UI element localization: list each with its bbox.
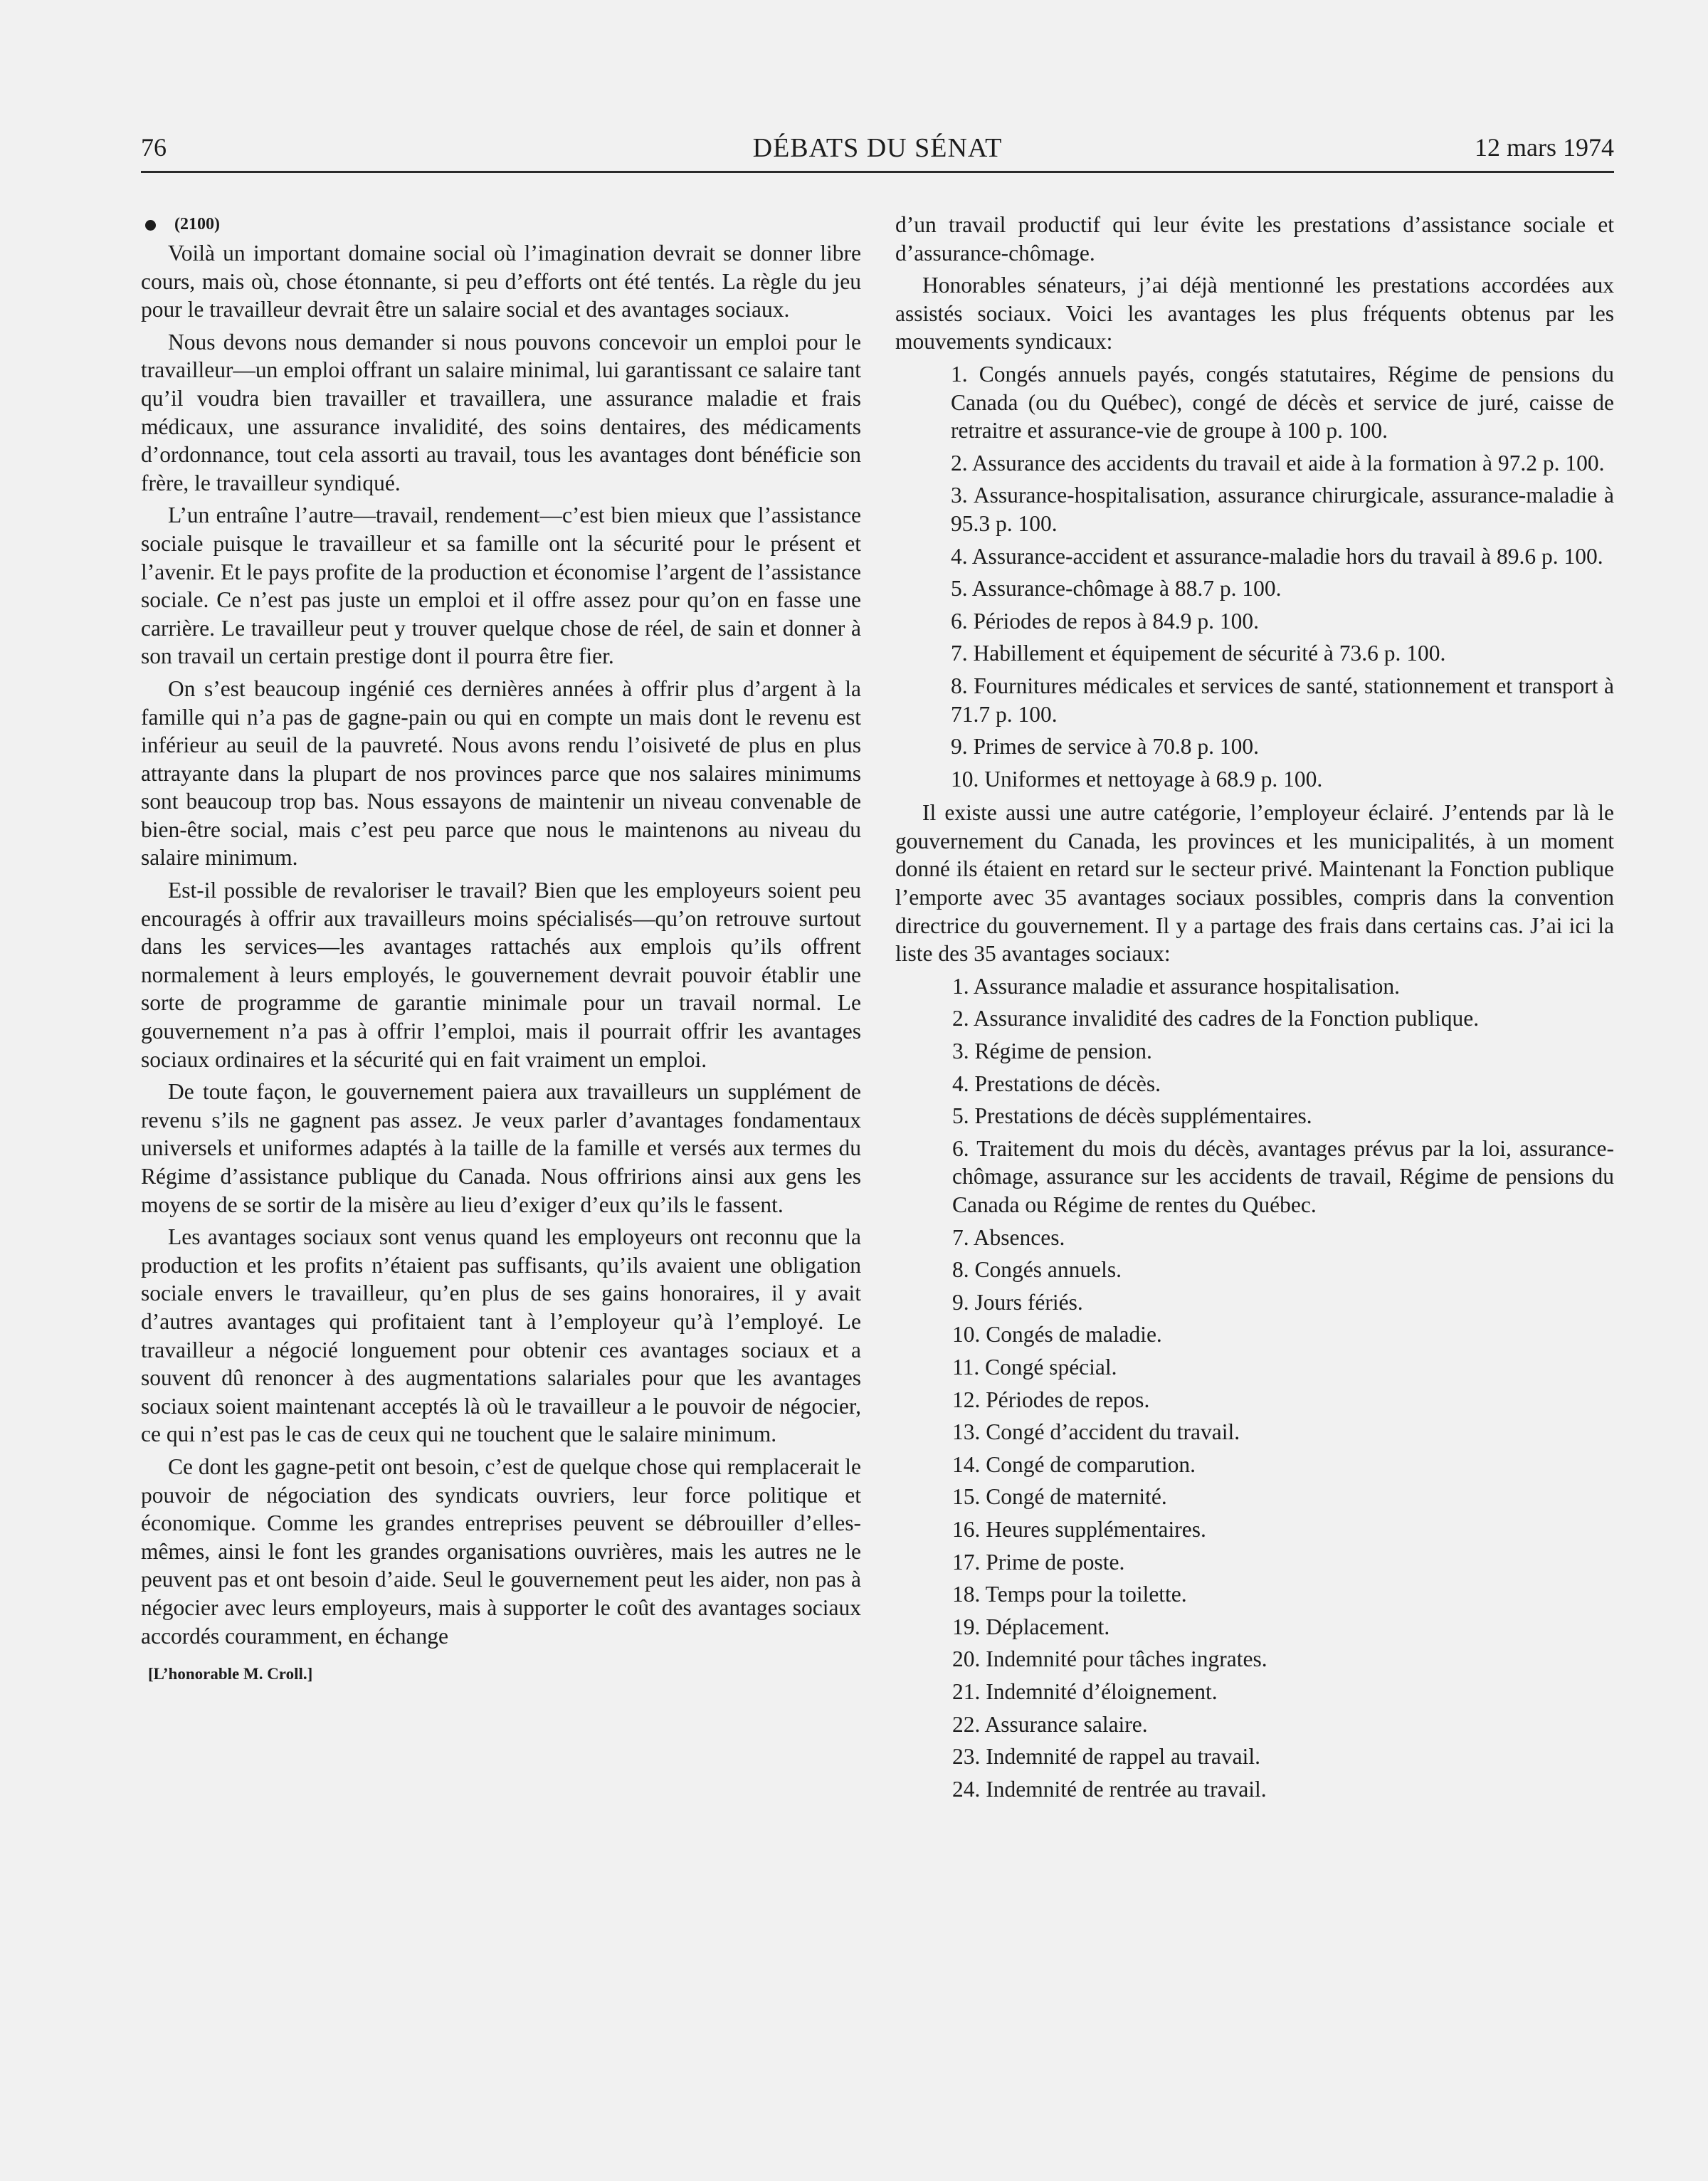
list-item: 10. Congés de maladie. — [952, 1322, 1162, 1347]
list-item: 1. Assurance maladie et assurance hospitalisation. — [952, 973, 1400, 999]
list-item: 12. Périodes de repos. — [952, 1387, 1150, 1412]
list-item: 1. Congés annuels payés, congés statutaires, Régime de pensions du Canada (ou du Québec), congé de décès et service de juré, caisse de retraitre et assurance-vie de groupe à 100 p. 100. — [951, 361, 1614, 443]
union-benefits-list — [895, 360, 1614, 793]
list-item: 2. Assurance des accidents du travail et aide à la formation à 97.2 p. 100. — [951, 450, 1605, 475]
time-marker-label: (2100) — [174, 215, 220, 234]
paragraph: Ce dont les gagne-petit ont besoin, c’est de quelque chose qui remplacerait le pouvoir de négociation des syndicats ouvriers, leur force politique et économique. Comme les grandes entreprises peuvent se débrouiller d’elles-mêmes, ainsi le font les grandes organisations ouvrières, mais les autres ne le peuvent pas et ont besoin d’aide. Seul le gouvernement peut les aider, non pas à négocier avec leurs employeurs, mais à supporter le coût des avantages sociaux accordés couramment, en échange — [141, 1454, 861, 1649]
list-item: 17. Prime de poste. — [952, 1549, 1125, 1575]
list-item: 5. Prestations de décès supplémentaires. — [952, 1103, 1312, 1129]
list-item: 11. Congé spécial. — [952, 1354, 1117, 1379]
list-item: 9. Primes de service à 70.8 p. 100. — [951, 734, 1260, 760]
list-item: 20. Indemnité pour tâches ingrates. — [952, 1646, 1267, 1672]
list-item: 10. Uniformes et nettoyage à 68.9 p. 100. — [951, 766, 1323, 792]
speaker-note: [L’honorable M. Croll.] — [148, 1665, 313, 1683]
list-item: 13. Congé d’accident du travail. — [952, 1419, 1240, 1445]
list-item: 7. Absences. — [952, 1224, 1065, 1250]
list-item: 21. Indemnité d’éloignement. — [952, 1678, 1218, 1704]
list-item: 9. Jours fériés. — [952, 1289, 1083, 1315]
list-item: 8. Congés annuels. — [952, 1257, 1122, 1283]
list-item: 4. Assurance-accident et assurance-maladie hors du travail à 89.6 p. 100. — [951, 543, 1603, 569]
right-column — [895, 211, 1614, 1809]
list-item: 6. Périodes de repos à 84.9 p. 100. — [951, 608, 1260, 634]
page-number: 76 — [141, 133, 167, 162]
list-item: 6. Traitement du mois du décès, avantages prévus par la loi, assurance-chômage, assurance sur les accidents de travail, Régime de pensions du Canada ou Régime de rentes du Québec. — [952, 1135, 1614, 1217]
issue-date: 12 mars 1974 — [1475, 133, 1614, 162]
list-item: 5. Assurance-chômage à 88.7 p. 100. — [951, 576, 1282, 601]
list-item: 3. Régime de pension. — [952, 1039, 1152, 1064]
left-column — [141, 211, 861, 1688]
list-item: 4. Prestations de décès. — [952, 1071, 1161, 1096]
paragraph: Voilà un important domaine social où l’imagination devrait se donner libre cours, mais où, chose étonnante, si peu d’efforts ont été tentés. La règle du jeu pour le travailleur devrait être un salaire social et des avantages sociaux. — [141, 241, 861, 322]
paragraph: Est-il possible de revaloriser le travail? Bien que les employeurs soient peu encouragés à offrir aux travailleurs moins spécialisés—qu’on retrouve surtout dans les services—les avantages rattachés aux emplois qu’ils offrent normalement à leurs employés, le gouvernement devrait pouvoir établir une sorte de programme de garantie minimale pour un travail normal. Le gouvernement n’a pas à offrir l’emploi, mais il pourrait offrir les avantages sociaux ordinaires et la sécurité qui en fait vraiment un emploi. — [141, 878, 861, 1072]
paragraph: Honorables sénateurs, j’ai déjà mentionné les prestations accordées aux assistés sociaux. Voici les avantages les plus fréquents obtenus par les mouvements syndicaux: — [895, 273, 1614, 354]
paragraph-continuation: d’un travail productif qui leur évite les prestations d’assistance sociale et d’assurance-chômage. — [895, 212, 1614, 266]
page-header — [141, 131, 1614, 173]
list-item: 8. Fournitures médicales et services de santé, stationnement et transport à 71.7 p. 100. — [951, 673, 1614, 727]
paragraph: Les avantages sociaux sont venus quand les employeurs ont reconnu que la production et les profits n’étaient pas suffisants, qu’ils avaient une obligation sociale envers le travailleur, qu’en plus de ses gains honoraires, il y avait d’autres avantages qui profitaient tant à l’employeur qu’à l’employé. Le travailleur a négocié longuement pour obtenir ces avantages sociaux et a souvent dû renoncer à des augmentations salariales pour que les avantages sociaux soient maintenant acceptés là où le travailleur a le pouvoir de négocier, ce qui n’est pas le cas de ceux qui ne touchent que le salaire minimum. — [141, 1224, 861, 1447]
list-item: 7. Habillement et équipement de sécurité à 73.6 p. 100. — [951, 641, 1446, 666]
list-item: 2. Assurance invalidité des cadres de la Fonction publique. — [952, 1006, 1480, 1031]
paragraph: Il existe aussi une autre catégorie, l’employeur éclairé. J’entends par là le gouvernement du Canada, les provinces et les municipalités, à un moment donné ils étaient en retard sur le secteur privé. Maintenant la Fonction publique l’emporte avec 35 avantages sociaux possibles, compris dans la convention directrice du gouvernement. Il y a partage des frais dans certains cas. J’ai ici la liste des 35 avantages sociaux: — [895, 800, 1614, 967]
list-item: 23. Indemnité de rappel au travail. — [952, 1744, 1260, 1770]
list-item: 22. Assurance salaire. — [952, 1711, 1148, 1737]
list-item: 14. Congé de comparution. — [952, 1451, 1196, 1477]
list-item: 19. Déplacement. — [952, 1614, 1110, 1639]
list-item: 15. Congé de maternité. — [952, 1484, 1167, 1510]
paragraph: On s’est beaucoup ingénié ces dernières années à offrir plus d’argent à la famille qui n’a pas de gagne-pain ou qui en compte un mais dont le revenu est inférieur au seuil de la pauvreté. Nous avons rendu l’oisiveté de plus en plus attrayante dans la plupart de nos provinces parce que nos salaires minimums sont beaucoup trop bas. Nous essayons de maintenir un niveau convenable de bien-être social, mais c’est peu parce que nous le maintenons au niveau du salaire minimum. — [141, 676, 861, 871]
list-item: 16. Heures supplémentaires. — [952, 1516, 1206, 1542]
list-item: 24. Indemnité de rentrée au travail. — [952, 1776, 1267, 1802]
paragraph: L’un entraîne l’autre—travail, rendement—c’est bien mieux que l’assistance sociale puisque le travailleur et sa famille ont la sécurité pour le présent et l’avenir. Et le pays profite de la production et économise l’argent de l’assistance sociale. Ce n’est pas juste un emploi et il offre assez pour qu’on en fasse une carrière. Le travailleur peut y trouver quelque chose de réel, de sain et donner à son travail un certain prestige dont il pourra être fier. — [141, 503, 861, 669]
publication-title: DÉBATS DU SÉNAT — [752, 133, 1003, 163]
time-marker — [141, 211, 861, 239]
list-item: 18. Temps pour la toilette. — [952, 1582, 1187, 1607]
bullet-icon — [145, 220, 156, 231]
paragraph: Nous devons nous demander si nous pouvons concevoir un emploi pour le travailleur—un emploi offrant un salaire minimal, lui garantissant ce salaire tant qu’il voudra bien travailler et travaillera, une assurance maladie et frais médicaux, une assurance invalidité, des soins dentaires, des médicaments d’ordonnance, tout cela assorti au travail, tous les avantages dont bénéficie son frère, le travailleur syndiqué. — [141, 329, 861, 495]
government-benefits-list — [895, 972, 1614, 1803]
paragraph: De toute façon, le gouvernement paiera aux travailleurs un supplément de revenu s’ils ne gagnent pas assez. Je veux parler d’avantages fondamentaux universels et uniformes adaptés à la taille de la famille et versés aux termes du Régime d’assistance publique du Canada. Nous offririons ainsi aux gens les moyens de se sortir de la misère au lieu d’exiger d’eux qu’ils le fassent. — [141, 1079, 861, 1217]
list-item: 3. Assurance-hospitalisation, assurance chirurgicale, assurance-maladie à 95.3 p. 100. — [951, 483, 1614, 536]
